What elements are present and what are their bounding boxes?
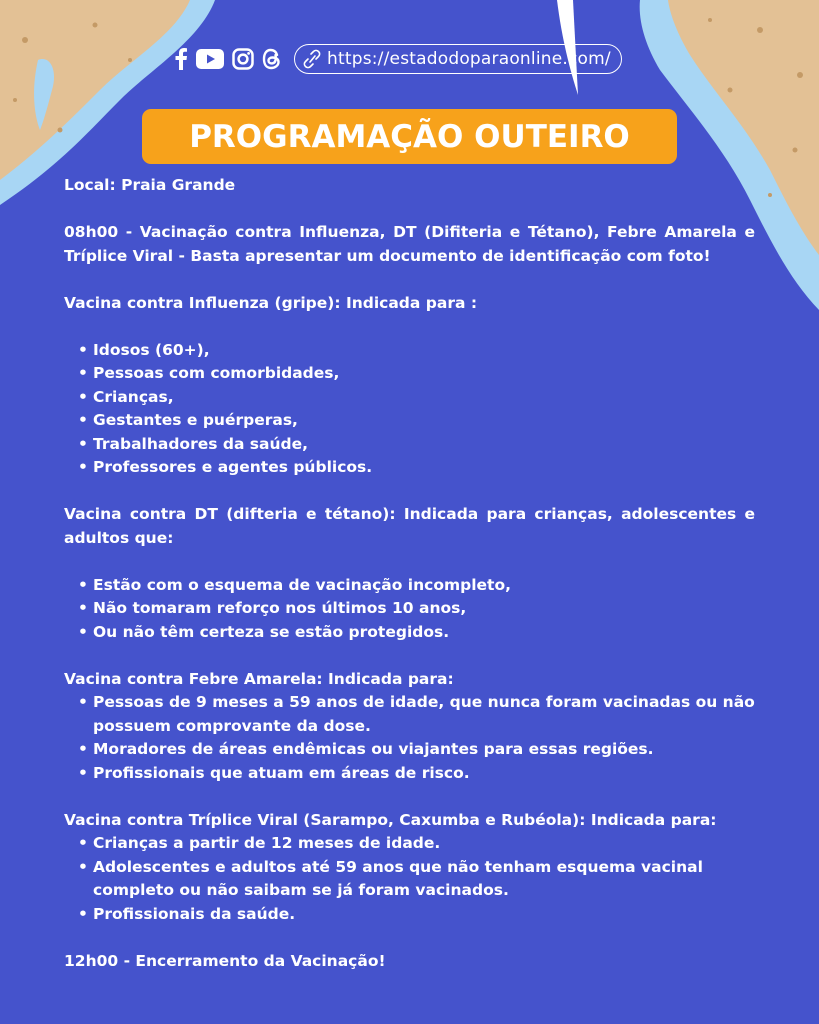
social-bar: [174, 42, 622, 76]
link-icon: [301, 49, 323, 69]
youtube-icon[interactable]: [196, 49, 224, 69]
list-item: • Profissionais que atuam em áreas de risco.: [93, 762, 755, 786]
end-time-text: 12h00 - Encerramento da Vacinação!: [64, 951, 386, 970]
facebook-icon[interactable]: [174, 48, 188, 70]
list-item: • Trabalhadores da saúde,: [93, 433, 755, 457]
location-text: Local: Praia Grande: [64, 176, 236, 194]
list-item: • Professores e agentes públicos.: [93, 456, 755, 480]
influenza-heading: Vacina contra Influenza (gripe): Indicada para :: [64, 293, 478, 312]
list-item: • Não tomaram reforço nos últimos 10 anos,: [93, 597, 755, 621]
start-time-text: 08h00 - Vacinação contra Influenza, DT (Difiteria e Tétano), Febre Amarela e Tríplice Viral - Basta apresentar um documento de identificação com foto!: [64, 223, 755, 265]
list-item: • Idosos (60+),: [93, 339, 755, 363]
dt-list: [64, 574, 755, 645]
page-title: PROGRAMAÇÃO OUTEIRO: [189, 118, 630, 155]
website-url[interactable]: https://estadodoparaonline.com/: [327, 49, 611, 69]
febre-list: [64, 691, 755, 785]
list-item: • Crianças,: [93, 386, 755, 410]
list-item: • Profissionais da saúde.: [93, 903, 755, 927]
list-item: • Ou não têm certeza se estão protegidos.: [93, 621, 755, 645]
threads-icon[interactable]: [262, 48, 282, 70]
febre-heading: Vacina contra Febre Amarela: Indicada para:: [64, 669, 454, 688]
schedule-content: [64, 174, 755, 973]
triplice-list: [64, 832, 755, 926]
list-item: • Adolescentes e adultos até 59 anos que não tenham esquema vacinal completo ou não saibam se já foram vacinados.: [93, 856, 755, 903]
title-banner: [142, 109, 677, 164]
list-item: • Moradores de áreas endêmicas ou viajantes para essas regiões.: [93, 738, 755, 762]
list-item: • Estão com o esquema de vacinação incompleto,: [93, 574, 755, 598]
list-item: • Pessoas de 9 meses a 59 anos de idade, que nunca foram vacinadas ou não possuem comprovante da dose.: [93, 691, 755, 738]
list-item: • Gestantes e puérperas,: [93, 409, 755, 433]
website-link[interactable]: [294, 44, 622, 74]
influenza-list: [64, 339, 755, 480]
list-item: • Crianças a partir de 12 meses de idade.: [93, 832, 755, 856]
dt-heading: Vacina contra DT (difteria e tétano): Indicada para crianças, adolescentes e adultos que:: [64, 505, 755, 547]
instagram-icon[interactable]: [232, 48, 254, 70]
list-item: • Pessoas com comorbidades,: [93, 362, 755, 386]
triplice-heading: Vacina contra Tríplice Viral (Sarampo, Caxumba e Rubéola): Indicada para:: [64, 810, 717, 829]
